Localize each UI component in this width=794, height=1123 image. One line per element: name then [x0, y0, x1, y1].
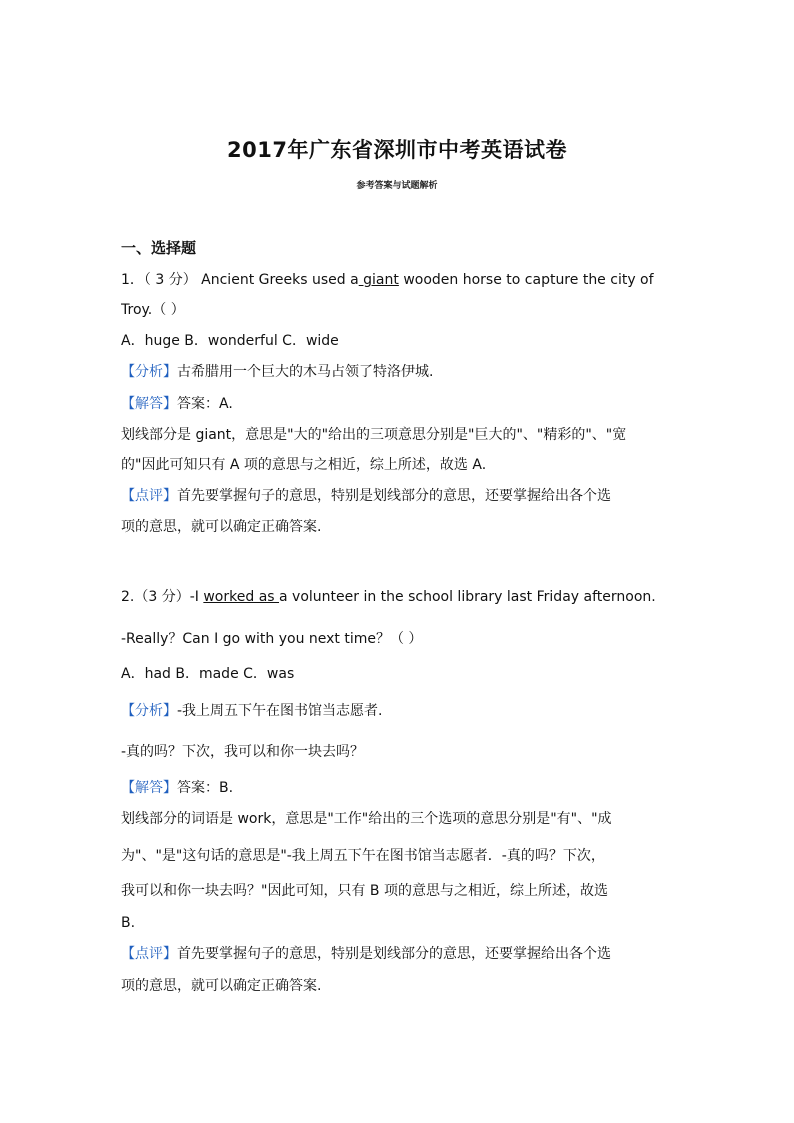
q2-explain-line2: 为"、"是"这句话的意思是"-我上周五下午在图书馆当志愿者．-真的吗？下次，	[121, 848, 605, 864]
q1-answer	[121, 394, 675, 414]
q1-answer-tag: 【解答】	[121, 396, 177, 412]
q1-comment-line2: 项的意思，就可以确定正确答案.	[121, 519, 322, 535]
q1-explain-line1: 划线部分是 giant，意思是"大的"给出的三项意思分别是"巨大的"、"精彩的"、"宽	[121, 427, 627, 443]
q2-answer-text: 答案：B.	[177, 780, 234, 796]
q2-answer-tag: 【解答】	[121, 780, 177, 796]
q2-comment-tag: 【点评】	[121, 946, 177, 962]
q2-stem-text-b: a volunteer in the school library last Friday afternoon.	[279, 589, 656, 605]
q1-underlined-word: giant	[358, 272, 399, 288]
q2-explain-line3: 我可以和你一块去吗？"因此可知，只有 B 项的意思与之相近，综上所述，故选	[121, 883, 608, 899]
q2-explain-line4: B.	[121, 915, 136, 931]
q2-analysis-line2: -真的吗？下次，我可以和你一块去吗？	[121, 744, 365, 760]
q2-comment	[121, 944, 675, 964]
q2-analysis-text: -我上周五下午在图书馆当志愿者.	[177, 703, 383, 719]
q2-options: A．had B．made C．was	[121, 666, 295, 682]
q2-analysis-tag: 【分析】	[121, 703, 177, 719]
q2-comment-text: 首先要掌握句子的意思，特别是划线部分的意思，还要掌握给出各个选	[177, 946, 611, 962]
q2-stem-line2: -Really？Can I go with you next time？（ ）	[121, 631, 423, 647]
q1-explain-line2: 的"因此可知只有 A 项的意思与之相近，综上所述，故选 A.	[121, 457, 487, 473]
q1-comment	[121, 486, 675, 506]
page-subtitle: 参考答案与试题解析	[356, 181, 438, 191]
q1-analysis	[121, 362, 675, 382]
q2-underlined-phrase: worked as	[203, 589, 280, 605]
q1-comment-text: 首先要掌握句子的意思，特别是划线部分的意思，还要掌握给出各个选	[177, 488, 611, 504]
q1-stem-text-a: 1．（ 3 分） Ancient Greeks used a	[121, 272, 359, 288]
q1-comment-tag: 【点评】	[121, 488, 177, 504]
q1-stem-line1	[121, 270, 675, 290]
q2-answer	[121, 778, 675, 798]
q1-analysis-tag: 【分析】	[121, 364, 177, 380]
q1-options: A．huge B．wonderful C．wide	[121, 333, 339, 349]
q1-stem-line2: Troy.（ ）	[121, 302, 185, 318]
q2-explain-line1: 划线部分的词语是 work，意思是"工作"给出的三个选项的意思分别是"有"、"成	[121, 811, 612, 827]
q2-stem-line1	[121, 587, 675, 607]
q2-stem-text-a: 2.（3 分）-I	[121, 589, 204, 605]
q1-analysis-text: 古希腊用一个巨大的木马占领了特洛伊城.	[177, 364, 434, 380]
page-title: 2017年广东省深圳市中考英语试卷	[227, 138, 567, 162]
q2-comment-line2: 项的意思，就可以确定正确答案.	[121, 978, 322, 994]
q2-analysis	[121, 701, 675, 721]
q1-answer-text: 答案：A.	[177, 396, 233, 412]
q1-stem-text-b: wooden horse to capture the city of	[398, 272, 654, 288]
section-heading: 一、选择题	[121, 239, 197, 257]
